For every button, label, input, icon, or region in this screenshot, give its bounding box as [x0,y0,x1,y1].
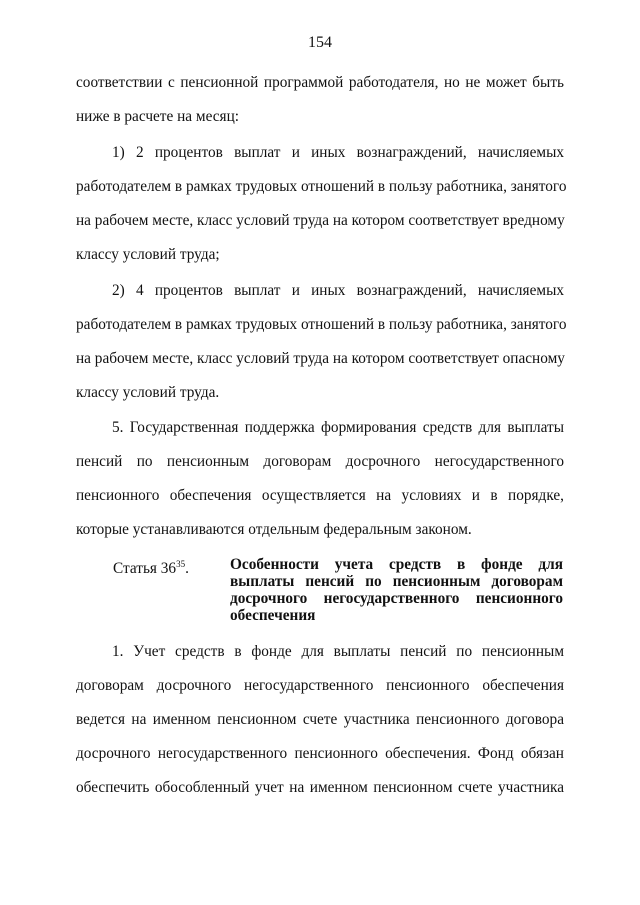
text-line: 1. Учет средств в фонде для выплаты пенсий по пенсионным [112,643,564,660]
article-label-suffix: . [185,560,189,577]
text-line: на рабочем месте, класс условий труда на котором соответствует вредному [76,212,565,229]
paragraph-intro [76,66,564,134]
article-title-line: Особенности учета средств в фонде для [230,556,563,573]
article-title-line: досрочного негосударственного пенсионного [230,590,563,607]
paragraph-article-1 [76,635,564,805]
text-line: досрочного негосударственного пенсионного обеспечения. Фонд обязан [76,745,564,762]
text-line: соответствии с пенсионной программой работодателя, но не может быть [76,74,564,91]
article-label-superscript: 35 [176,559,186,569]
text-line: работодателем в рамках трудовых отношений в пользу работника, занятого [76,316,567,333]
text-line: ведется на именном пенсионном счете участника пенсионного договора [76,711,564,728]
text-line: классу условий труда; [76,246,220,263]
article-number [113,556,189,577]
text-line: которые устанавливаются отдельным федеральным законом. [76,521,472,538]
page-number: 154 [308,34,332,51]
text-line: договорам досрочного негосударственного пенсионного обеспечения [76,677,564,694]
article-title-line: выплаты пенсий по пенсионным договорам [230,573,563,590]
text-line: классу условий труда. [76,384,220,401]
text-line: обеспечить обособленный учет на именном пенсионном счете участника [76,779,564,796]
text-line: 1) 2 процентов выплат и иных вознаграждений, начисляемых [112,144,564,161]
article-title [230,556,563,624]
paragraph-item-2 [76,274,567,410]
text-line: на рабочем месте, класс условий труда на котором соответствует опасному [76,350,565,367]
article-title-line: обеспечения [230,607,316,624]
text-line: 5. Государственная поддержка формирования средств для выплаты [112,419,564,436]
text-line: пенсий по пенсионным договорам досрочного негосударственного [76,453,564,470]
article-label-text: Статья 36 [113,560,177,577]
text-line: ниже в расчете на месяц: [76,108,240,125]
text-line: работодателем в рамках трудовых отношений в пользу работника, занятого [76,178,567,195]
paragraph-item-1 [76,136,567,272]
paragraph-item-5 [76,411,564,547]
text-line: 2) 4 процентов выплат и иных вознаграждений, начисляемых [112,282,564,299]
text-line: пенсионного обеспечения осуществляется на условиях и в порядке, [76,487,564,504]
